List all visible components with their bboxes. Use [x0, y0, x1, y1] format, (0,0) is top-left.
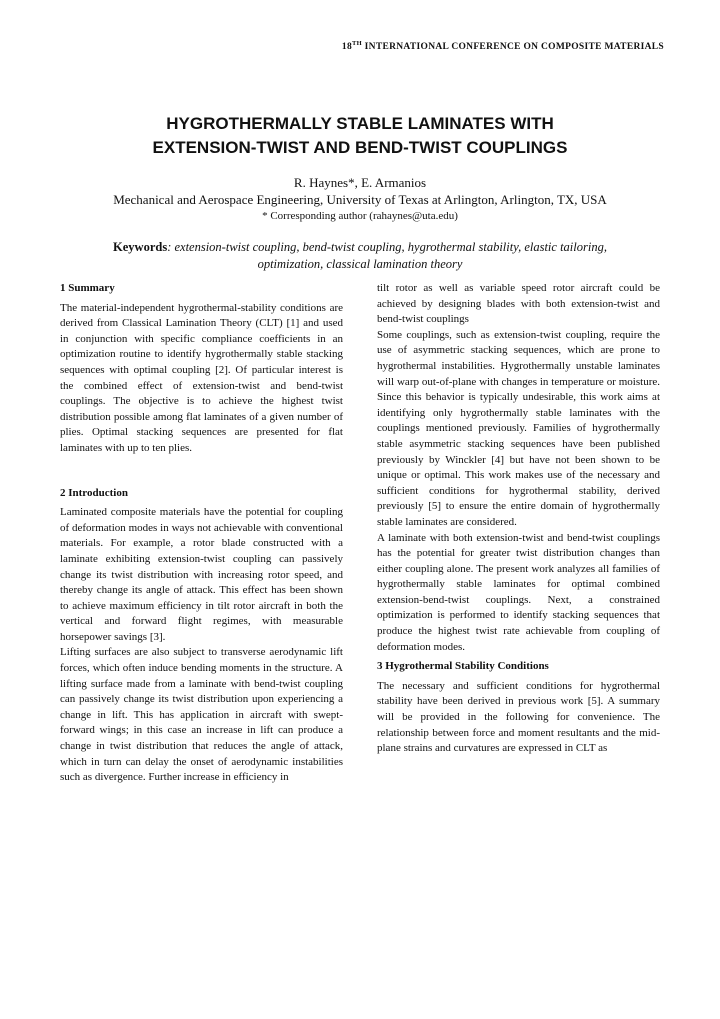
keywords — [100, 239, 620, 273]
title-line-2: EXTENSION-TWIST AND BEND-TWIST COUPLINGS — [152, 138, 568, 157]
summary-heading: 1 Summary — [60, 282, 115, 294]
right-column — [377, 281, 660, 757]
conference-name: INTERNATIONAL CONFERENCE ON COMPOSITE MATERIALS — [362, 42, 664, 53]
introduction-paragraph-4: A laminate with both extension-twist and bend-twist couplings has the potential for greater twist distribution changes than either coupling alone. The present work analyzes all families of hygrothermally stable laminates for optimal combined extension-bend-twist couplings. Next, a constrained optimization is performed to identify stacking sequences that produce the highest twist rate achievable from coupling of deformation modes. — [377, 531, 660, 653]
summary-body: The material-independent hygrothermal-stability conditions are derived from Classical Lamination Theory (CLT) [1] and used in conjunction with specific compliance coefficients in an optimization routine to identify hygrothermally stable stacking sequences with optimal coupling [2]. Of particular interest is the combined effect of extension-twist and bend-twist couplings. The objective is to achieve the highest twist distribution possible among flat laminates of a given number of plies. Optimal stacking sequences are presented for flat laminates with up to ten plies. — [60, 301, 343, 454]
hygrothermal-paragraph-1: The necessary and sufficient conditions for hygrothermal stability have been derived in previous work [5]. A summary will be provided in the following for convenience. The relationship between force and moment resultants and the mid-plane strains and curvatures are expressed in CLT as — [377, 679, 660, 755]
introduction-paragraph-2-continued: tilt rotor as well as variable speed rotor aircraft could be achieved by designing blades with both extension-twist and bend-twist couplings — [377, 282, 660, 326]
conference-number: 18 — [341, 42, 352, 53]
title-line-1: HYGROTHERMALLY STABLE LAMINATES WITH — [166, 114, 554, 133]
introduction-paragraph-3: Some couplings, such as extension-twist coupling, require the use of asymmetric stacking sequences, which are prone to hygrothermal instabilities. Hygrothermally unstable laminates will warp out-of-plane with changes in temperature or moisture. Since this behavior is typically undesirable, this work aims at identifying only hygrothermally stable laminates with the couplings mentioned previously. Families of hygrothermally stable asymmetric stacking sequences have been published previously by Winckler [4] but have not been shown to be unique or optimal. This work makes use of the necessary and sufficient conditions for hygrothermal stability, derived previously [5] to ensure the entire domain of hygrothermally stable laminates are considered. — [377, 328, 660, 528]
hygrothermal-heading: 3 Hygrothermal Stability Conditions — [377, 660, 549, 673]
introduction-heading: 2 Introduction — [60, 486, 128, 499]
keywords-label: Keywords — [113, 240, 168, 254]
corresponding-author: * Corresponding author (rahaynes@uta.edu) — [262, 210, 458, 222]
introduction-paragraph-1: Laminated composite materials have the potential for coupling of deformation modes in ways not achievable with conventional materials. For example, a rotor blade constructed with a laminate exhibiting extension-twist coupling can passively change its twist distribution with increasing rotor speed, and thereby change its angle of attack. This effect has been shown to achieve maximum efficiency in tilt rotor aircraft in both the vertical and forward flight regimes, with measurable horsepower savings [3]. — [60, 506, 343, 643]
paper-title — [0, 112, 720, 160]
affiliation: Mechanical and Aerospace Engineering, University of Texas at Arlington, Arlington, TX, USA — [113, 192, 607, 207]
conference-superscript: TH — [352, 40, 362, 47]
authors: R. Haynes*, E. Armanios — [293, 175, 427, 190]
introduction-paragraph-2: Lifting surfaces are also subject to transverse aerodynamic lift forces, which often induce bending moments in the structure. A lifting surface made from a laminate with bend-twist coupling can passively change its twist distribution upon experiencing a change in lift. This has application in aircraft with swept-forward wings; in this case an increase in lift can produce a change in twist distribution that reduces the angle of attack, which in turn can delay the onset of aerodynamic instabilities such as divergence. Further increase in efficiency in — [60, 646, 343, 784]
left-column — [60, 281, 343, 786]
keywords-text: : extension-twist coupling, bend-twist coupling, hygrothermal stability, elastic tailoring, optimization, classical lamination theory — [167, 240, 607, 271]
running-header — [342, 40, 664, 52]
